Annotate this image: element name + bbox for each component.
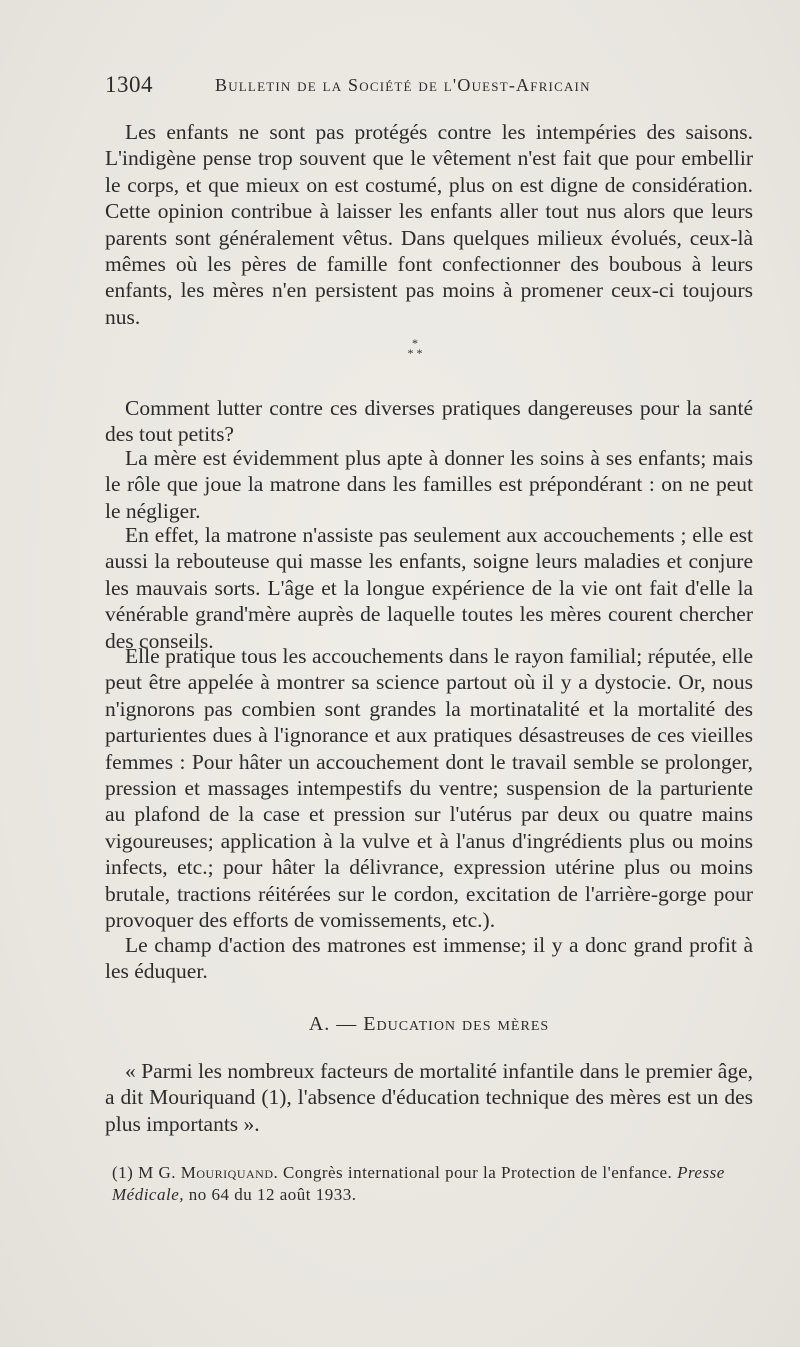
separator-stars-bottom: * * — [407, 346, 423, 360]
paragraph-conclusion: Le champ d'action des matrones est immense; il y a donc grand profit à les éduquer. — [105, 933, 753, 984]
footnote-author: Mouriquand — [180, 1163, 274, 1182]
paragraph-quote: « Parmi les nombreux facteurs de mortalité infantile dans le premier âge, a dit Mouriquand (1), l'absence d'éducation technique des mères est un des plus importants ». — [105, 1059, 753, 1136]
separator-star-top: * — [412, 336, 418, 350]
paragraph-practices: Elle pratique tous les accouchements dans le rayon familial; réputée, elle peut être appelée à montrer sa science partout où il y a dystocie. Or, nous n'ignorons pas combien sont grandes la mortinatalité et la mortalité des parturientes dues à l'ignorance et aux pratiques désastreuses de ces vieilles femmes : Pour hâter un accouchement dont le travail semble se prolonger, pression et massages intempestifs du ventre; suspension de la parturiente au plafond de la case et pression sur l'utérus par deux ou quatre mains vigoureuses; application à la vulve et à l'anus d'ingrédients plus ou moins infects, etc.; pour hâter la délivrance, expression utérine plus ou moins brutale, tractions réitérées sur le cordon, excitation de l'arrière-gorge pour provoquer des efforts de vomissements, etc.). — [105, 644, 753, 933]
section-separator — [395, 338, 435, 358]
footnote-text: . Congrès international pour la Protection de l'enfance. — [273, 1163, 678, 1182]
section-letter: A. — — [308, 1013, 364, 1035]
footnote-marker: (1) M G. — [112, 1163, 181, 1182]
page-number: 1304 — [105, 72, 153, 97]
paragraph-mother-role: La mère est évidemment plus apte à donner les soins à ses enfants; mais le rôle que joue la matrone dans les familles est prépondérant : on ne peut le négliger. — [105, 446, 753, 523]
section-title: Education des mères — [363, 1013, 550, 1035]
section-heading — [105, 1013, 753, 1036]
footnote-journal: Presse Médicale, — [112, 1163, 725, 1204]
running-head: Bulletin de la Société de l'Ouest-Africain — [215, 75, 591, 95]
paragraph-matrone: En effet, la matrone n'assiste pas seulement aux accouchements ; elle est aussi la rebouteuse qui masse les enfants, soigne leurs maladies et conjure les mauvais sorts. L'âge et la longue expérience de la vie ont fait d'elle la vénérable grand'mère auprès de laquelle toutes les mères courent chercher des conseils. — [105, 523, 753, 653]
paragraph-clothing: Les enfants ne sont pas protégés contre les intempéries des saisons. L'indigène pense trop souvent que le vêtement n'est fait que pour embellir le corps, et que mieux on est costumé, plus on est digne de considération. Cette opinion contribue à laisser les enfants aller tout nus alors que leurs parents sont généralement vêtus. Dans quelques milieux évolués, ceux-là mêmes où les pères de famille font confectionner des boubous à leurs enfants, les mères n'en persistent pas moins à promener ceux-ci toujours nus. — [105, 120, 753, 329]
paragraph-question: Comment lutter contre ces diverses pratiques dangereuses pour la santé des tout petits? — [105, 396, 753, 447]
page-header — [105, 72, 750, 102]
footnote — [112, 1162, 757, 1206]
footnote-issue: no 64 du 12 août 1933. — [184, 1185, 357, 1204]
